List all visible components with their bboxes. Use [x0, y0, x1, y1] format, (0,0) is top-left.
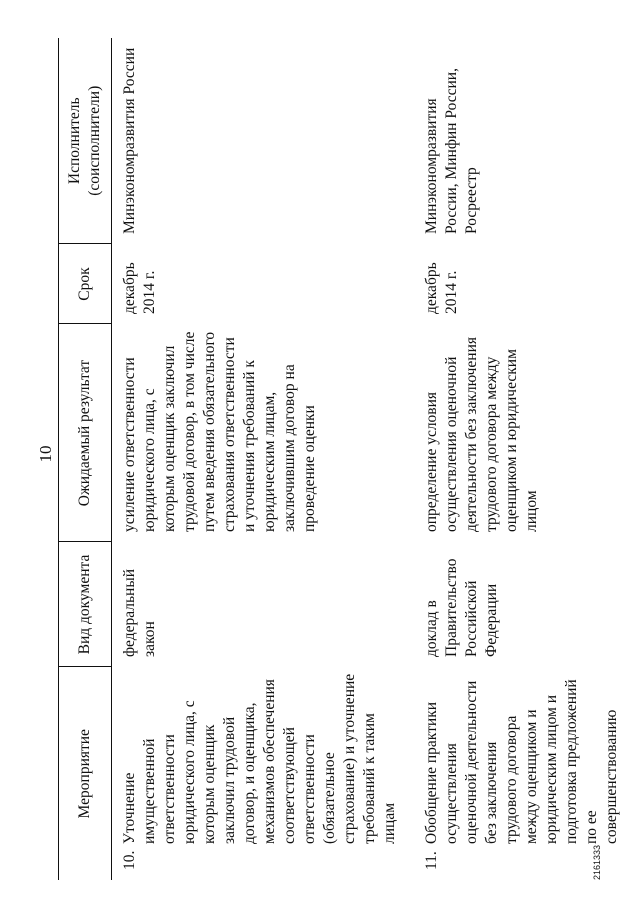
table-header-row: [59, 38, 112, 880]
cell-doc-type: доклад в Правительство Российской Федерации: [423, 558, 500, 657]
cell-deadline: декабрь 2014 г.: [423, 262, 460, 314]
header-deadline: Срок: [59, 244, 112, 324]
row-number: 11.: [423, 851, 440, 870]
cell-doc-type: федеральный закон: [121, 568, 158, 657]
measure-text: Обобщение практики осуществления оценочной деятельности без заключения трудового договора между оценщиком и юридическим лицом и подготовка предложений по ее совершенствованию: [423, 679, 620, 844]
table-row: [414, 38, 636, 880]
row-number: 10.: [121, 850, 138, 870]
cell-measure: [112, 667, 415, 880]
cell-result: определение условия осуществления оценочной деятельности без заключения трудового договора между оценщиком и юридическим лицом: [423, 336, 540, 532]
cell-executor: Минэкономразвития России: [121, 47, 138, 234]
table-row: [112, 38, 415, 880]
measures-table: [58, 38, 636, 880]
document-page: [20, 28, 620, 880]
cell-result: усиление ответственности юридического лица, с которым оценщик заключил трудовой договор, в том числе путем введения обязательного страхования ответственности и уточнения требований к юридическим лицам, заключившим договор на проведение оценки: [121, 331, 318, 532]
cell-deadline: декабрь 2014 г.: [121, 262, 158, 314]
document-code: 2161333: [592, 844, 602, 880]
header-measure: Мероприятие: [59, 667, 112, 880]
header-doc-type: Вид документа: [59, 542, 112, 667]
cell-measure: [414, 667, 636, 880]
header-result: Ожидаемый результат: [59, 324, 112, 542]
page-number: 10: [36, 445, 55, 463]
measure-text: Уточнение имущественной ответственности юридического лица, с которым оценщик заключил трудовой договор, и оценщика, механизмов обеспечения соответствующей ответственности (обязательное страхование) и уточнение требований к таким лицам: [121, 673, 398, 844]
cell-executor: Минэкономразвития России, Минфин России, Росреестр: [423, 68, 480, 234]
header-executor: Исполнитель (соисполнители): [59, 38, 112, 244]
